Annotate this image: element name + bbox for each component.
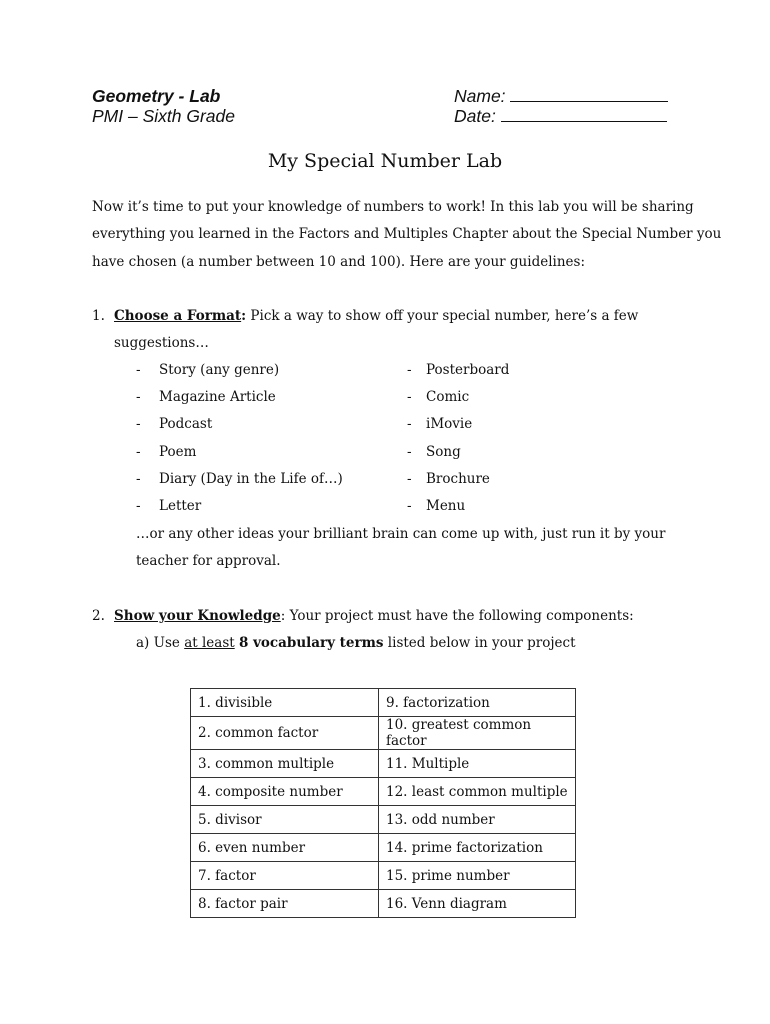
table-cell: 3. common multiple [191, 750, 379, 778]
table-cell: 2. common factor [191, 717, 379, 750]
section1-closing-line: teacher for approval. [136, 553, 281, 569]
option-left: Magazine Article [159, 389, 276, 405]
date-field [454, 106, 667, 126]
section1-text: Pick a way to show off your special number, here’s a few [246, 308, 639, 324]
date-label: Date: [454, 106, 496, 126]
sub-a-underline: at least [184, 635, 235, 651]
section1-line1 [114, 303, 638, 330]
option-bullet: - [407, 416, 412, 432]
table-row [191, 689, 576, 717]
option-right: iMovie [426, 416, 473, 432]
section1-heading: Choose a Format [114, 308, 242, 324]
option-left: Diary (Day in the Life of…) [159, 471, 343, 487]
table-cell: 5. divisor [191, 806, 379, 834]
sub-a-prefix: a) Use [136, 635, 185, 651]
option-bullet: - [136, 471, 141, 487]
course-title: Geometry - Lab [92, 86, 221, 106]
option-bullet: - [407, 471, 412, 487]
intro-line: Now it’s time to put your knowledge of numbers to work! In this lab you will be sharing [92, 199, 694, 215]
option-bullet: - [136, 389, 141, 405]
option-left: Story (any genre) [159, 362, 280, 378]
intro-line: everything you learned in the Factors and Multiples Chapter about the Special Number you [92, 226, 722, 243]
table-cell: 8. factor pair [191, 890, 379, 918]
option-right: Song [426, 444, 461, 460]
table-row [191, 862, 576, 890]
table-cell: 4. composite number [191, 778, 379, 806]
date-blank-line [501, 107, 667, 122]
option-bullet: - [407, 498, 412, 514]
page-title: My Special Number Lab [267, 150, 503, 172]
option-bullet: - [136, 416, 141, 432]
table-row [191, 717, 576, 750]
table-cell: 11. Multiple [379, 750, 576, 778]
table-row [191, 806, 576, 834]
section1-colon: : [241, 308, 247, 324]
table-cell: 6. even number [191, 834, 379, 862]
sub-a-bold: 8 vocabulary terms [238, 635, 384, 651]
name-label: Name: [454, 86, 506, 106]
name-field [454, 86, 668, 106]
option-right: Posterboard [426, 362, 510, 378]
table-cell: 15. prime number [379, 862, 576, 890]
section1-closing-line: …or any other ideas your brilliant brain can come up with, just run it by your [136, 526, 666, 542]
table-cell: 12. least common multiple [379, 778, 576, 806]
table-cell: 16. Venn diagram [379, 890, 576, 918]
section2-sub-a [136, 630, 576, 657]
option-right: Menu [426, 498, 466, 514]
option-bullet: - [407, 389, 412, 405]
option-left: Letter [159, 498, 202, 514]
vocab-table [190, 688, 576, 918]
name-blank-line [510, 87, 668, 102]
table-cell: 1. divisible [191, 689, 379, 717]
option-bullet: - [407, 362, 412, 378]
table-row [191, 778, 576, 806]
option-bullet: - [136, 362, 141, 378]
table-cell: 13. odd number [379, 806, 576, 834]
sub-a-suffix: listed below in your project [383, 635, 576, 651]
option-bullet: - [136, 444, 141, 460]
class-label: PMI – Sixth Grade [92, 106, 235, 126]
section2-heading: Show your Knowledge [114, 608, 281, 624]
intro-paragraph [92, 194, 722, 276]
section1-line2: suggestions… [114, 335, 209, 351]
table-row [191, 890, 576, 918]
table-cell: 10. greatest common factor [379, 717, 576, 750]
table-cell: 14. prime factorization [379, 834, 576, 862]
option-left: Poem [159, 444, 197, 460]
section2-line [114, 603, 634, 630]
option-bullet: - [407, 444, 412, 460]
option-right: Comic [426, 389, 470, 405]
option-bullet: - [136, 498, 141, 514]
option-right: Brochure [426, 471, 490, 487]
section2-text: : Your project must have the following components: [280, 608, 634, 624]
intro-line: have chosen (a number between 10 and 100). Here are your guidelines: [92, 253, 586, 270]
option-left: Podcast [159, 416, 213, 432]
section2-number: 2. [92, 608, 105, 624]
section1-number: 1. [92, 308, 105, 324]
table-cell: 7. factor [191, 862, 379, 890]
table-row [191, 834, 576, 862]
table-row [191, 750, 576, 778]
table-cell: 9. factorization [379, 689, 576, 717]
